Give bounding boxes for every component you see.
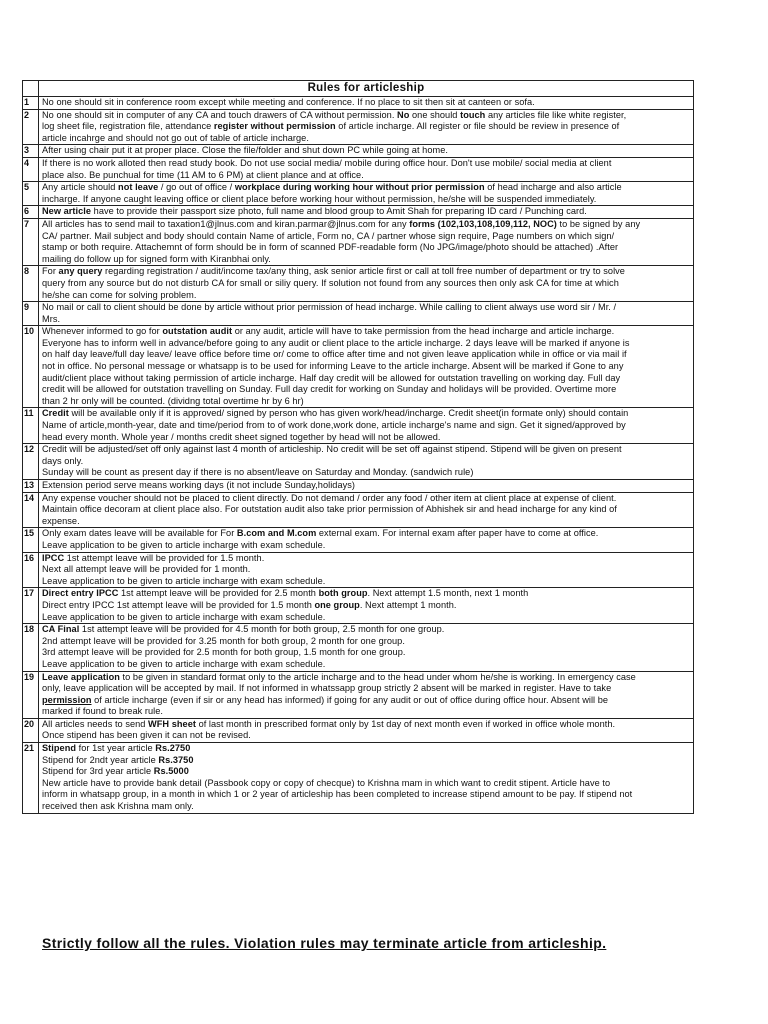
rule-row	[23, 326, 694, 408]
rule-text-segment: regarding registration / audit/income tax/any thing, ask senior article first or call at toll free number of department or try to solve	[102, 266, 625, 277]
rule-line	[42, 588, 690, 600]
rule-text-segment: mailing do follow up for signed form with Kiranbhai only.	[42, 253, 271, 264]
rule-text-segment: Leave application to be given to article incharge with exam schedule.	[42, 539, 326, 550]
rule-text-segment: Once stipend has been given it can not be revised.	[42, 730, 251, 741]
rule-line	[42, 408, 690, 420]
rule-number: 19	[23, 671, 39, 718]
rule-line	[42, 396, 690, 408]
rule-text-segment: on half day leave/full day leave/ leave office before time or/ come to office after time and not given leave application while in office or via mail if	[42, 349, 627, 360]
rule-text	[39, 718, 694, 742]
rule-line	[42, 97, 690, 109]
rule-bold-text: WFH sheet	[148, 718, 196, 729]
rule-row	[23, 492, 694, 528]
rule-row	[23, 206, 694, 219]
rule-text-segment: of head incharge and also article	[484, 182, 622, 193]
rule-text	[39, 266, 694, 302]
rule-bold-text: Rs.3750	[158, 754, 194, 765]
rule-row	[23, 743, 694, 814]
rule-line	[42, 612, 690, 624]
rule-text-segment: or any audit, article will have to take permission from the head incharge and article incharge.	[232, 326, 615, 337]
rule-text-segment: stamp or both require. Attachemnt of form should be in form of scanned PDF-readable form (No JPG/image/photo should be attached) .After	[42, 242, 619, 253]
rule-line	[42, 456, 690, 468]
rule-row	[23, 266, 694, 302]
rule-text-segment: log sheet file, registration file, attendance	[42, 121, 214, 132]
rule-number: 12	[23, 444, 39, 480]
rule-bold-text: Stipend	[42, 743, 77, 754]
rule-line	[42, 564, 690, 576]
rule-line	[42, 242, 690, 254]
rule-text-segment: place also. Be punchual for time (11 AM to 6 PM) at client plance and at office.	[42, 169, 364, 180]
rule-text-segment: any articles file like white register,	[485, 109, 627, 120]
rule-line	[42, 636, 690, 648]
rule-text-segment: No one should sit in computer of any CA and touch drawers of CA without permission.	[42, 109, 398, 120]
rule-text-segment: only, leave application will be accepted by mail. If not informed in whatssapp group strictly 2 absent will be marked in register. Have to take	[42, 683, 612, 694]
rule-text-segment: Name of article,month-year, date and time/period from to of work done,work done, article incharge's name and sign. Get it signed/approved by	[42, 420, 626, 431]
rule-text-segment: Sunday will be count as present day if there is no absent/leave on Saturday and Monday. (sandwich rule)	[42, 467, 474, 478]
rule-text	[39, 109, 694, 145]
rule-line	[42, 683, 690, 695]
rule-text	[39, 588, 694, 624]
rule-bold-text: B.com and M.com	[236, 528, 317, 539]
rule-bold-text: both group	[318, 588, 368, 599]
rule-text-segment: one should	[409, 109, 461, 120]
rule-text-segment: All articles has to send mail to taxation1@jlnus.com and kiran.parmar@jlnus.com for any	[42, 218, 410, 229]
rule-text	[39, 182, 694, 206]
rule-number: 15	[23, 528, 39, 552]
rule-number: 11	[23, 408, 39, 444]
rule-number: 21	[23, 743, 39, 814]
rule-line	[42, 302, 690, 314]
rule-text-segment: head every month. Whole year / months credit sheet signed together by head will not be allowed.	[42, 431, 441, 442]
rule-number: 13	[23, 480, 39, 493]
rule-line	[42, 170, 690, 182]
rule-row	[23, 145, 694, 158]
rule-text-segment: . Next attempt 1.5 month, next 1 month	[367, 588, 529, 599]
rule-number: 20	[23, 718, 39, 742]
rule-line	[42, 719, 690, 731]
rule-number: 1	[23, 97, 39, 110]
rule-row	[23, 624, 694, 671]
rule-bold-text: touch	[460, 109, 486, 120]
rule-text-segment: New article have to provide bank detail (Passbook copy or copy of checque) to Krishna mam in which want to credit stipent. Article have to	[42, 777, 611, 788]
rule-line	[42, 420, 690, 432]
rule-line	[42, 493, 690, 505]
rule-text-segment: than 2 hr only will be counted. (dividng total overtime hr by 6 hr)	[42, 395, 304, 406]
rule-bold-text: any query	[58, 266, 103, 277]
rule-number: 4	[23, 157, 39, 181]
rule-line	[42, 121, 690, 133]
rule-line	[42, 278, 690, 290]
rule-line	[42, 290, 690, 302]
rule-text-segment: Credit will be adjusted/set off only against last 4 month of articleship. No credit will be set off against stipend. Stipend will be given on present	[42, 444, 622, 455]
rule-line	[42, 133, 690, 145]
rule-line	[42, 219, 690, 231]
rule-row	[23, 408, 694, 444]
rule-text-segment: received then ask Krishna mam only.	[42, 801, 194, 812]
rule-text-segment: for 1st year article	[76, 743, 156, 754]
rule-row	[23, 444, 694, 480]
rule-number: 8	[23, 266, 39, 302]
rule-number: 7	[23, 218, 39, 265]
rule-bold-text: No	[397, 109, 410, 120]
footer-warning: Strictly follow all the rules. Violation rules may terminate article from articleship.	[42, 935, 607, 951]
rule-text	[39, 145, 694, 158]
rule-text-segment: credit will be allowed for outstation travelling on Sunday. Full day credit for working on Sunday and holidays will be provided. Overtime more	[42, 384, 617, 395]
rule-text-segment: Any expense voucher should not be placed to client directly. Do not demand / order any food / other item at client place at expense of client.	[42, 492, 617, 503]
rule-text	[39, 218, 694, 265]
rule-line	[42, 766, 690, 778]
rule-text-segment: After using chair put it at proper place. Close the file/folder and shut down PC while going at home.	[42, 145, 448, 156]
rule-text-segment: marked if found to break rule.	[42, 706, 163, 717]
rule-text-segment: have to provide their passport size photo, full name and blood group to Amit Shah for preparing ID card / Punching card.	[91, 206, 587, 217]
rule-number: 10	[23, 326, 39, 408]
rule-line	[42, 338, 690, 350]
rule-text-segment: If there is no work alloted then read study book. Do not use social media/ mobile during office hour. Don't use mobile/ social media at client	[42, 157, 612, 168]
rule-line	[42, 145, 690, 157]
rule-line	[42, 444, 690, 456]
rule-bold-text: Leave application	[42, 671, 120, 682]
rule-text-segment: audit/client place without taking permission of article incharge. Half day credit will be allowed for outstation travelling on working day. Full day	[42, 372, 621, 383]
rule-bold-text: IPCC	[42, 552, 65, 563]
rules-table	[22, 80, 694, 814]
rule-bold-text: Rs.5000	[153, 766, 189, 777]
rule-line	[42, 480, 690, 492]
rule-text	[39, 444, 694, 480]
rule-number: 9	[23, 302, 39, 326]
rule-number: 2	[23, 109, 39, 145]
rule-row	[23, 218, 694, 265]
rule-bold-text: New article	[42, 206, 92, 217]
rule-bold-text: one group	[314, 599, 360, 610]
rule-text-segment: Leave application to be given to article incharge with exam schedule.	[42, 575, 326, 586]
rule-text-segment: inform in whatsapp group, in a month in which 1 or 2 year of articleship has been completed to increase stipend amount to be pay. If stipend not	[42, 789, 633, 800]
rule-line	[42, 695, 690, 707]
rule-line	[42, 706, 690, 718]
rules-document	[22, 80, 694, 814]
rule-text-segment: he/she can come for solving problem.	[42, 289, 197, 300]
rule-text-segment: will be available only if it is approved/ signed by person who has given work/head/incharge. Credit sheet(in formate only) should contain	[68, 408, 629, 419]
rule-text-segment: of last month in prescribed format only by 1st day of next month even if worked in office whole month.	[195, 718, 616, 729]
rule-text	[39, 97, 694, 110]
rule-text-segment: Next all attempt leave will be provided for 1 month.	[42, 564, 251, 575]
rule-text-segment: Mrs.	[42, 313, 61, 324]
rule-number: 17	[23, 588, 39, 624]
rule-row	[23, 302, 694, 326]
rule-line	[42, 624, 690, 636]
rule-text-segment: not in office. No personal message or whatsapp is to be used for informing Leave to the article incharge. Absent will be marked if Gone to any	[42, 361, 624, 372]
rule-line	[42, 231, 690, 243]
rule-number: 5	[23, 182, 39, 206]
rule-line	[42, 110, 690, 122]
rule-line	[42, 349, 690, 361]
rule-row	[23, 588, 694, 624]
rule-text-segment: No one should sit in conference room except while meeting and conference. If no place to sit then sit at canteen or sofa.	[42, 97, 535, 107]
rule-line	[42, 516, 690, 528]
rule-text-segment: article incahrge and should not go out of table of article incharge.	[42, 132, 309, 143]
rule-row	[23, 182, 694, 206]
rule-line	[42, 600, 690, 612]
rule-row	[23, 552, 694, 588]
rule-row	[23, 109, 694, 145]
rule-line	[42, 384, 690, 396]
rule-line	[42, 743, 690, 755]
rule-number: 18	[23, 624, 39, 671]
rule-text-segment: All articles needs to send	[42, 718, 149, 729]
rule-text	[39, 157, 694, 181]
rule-line	[42, 361, 690, 373]
rule-row	[23, 528, 694, 552]
rule-bold-text: forms (102,103,108,109,112, NOC)	[409, 218, 557, 229]
rule-line	[42, 778, 690, 790]
rule-text-segment: Extension period serve means working days (it not include Sunday,holidays)	[42, 480, 356, 490]
rule-text-segment: Only exam dates leave will be available for For	[42, 528, 237, 539]
rule-line	[42, 158, 690, 170]
rule-bold-text: Credit	[42, 408, 69, 419]
rule-line	[42, 254, 690, 266]
rule-line	[42, 789, 690, 801]
rule-text-segment: / go out of office /	[158, 182, 235, 193]
rule-bold-text: outstation audit	[162, 326, 233, 337]
rule-line	[42, 755, 690, 767]
rule-line	[42, 504, 690, 516]
rule-text-segment: 1st attempt leave will be provided for 4.5 month for both group, 2.5 month for one group.	[79, 624, 445, 635]
table-title: Rules for articleship	[39, 81, 694, 97]
rule-bold-text: workplace during working hour without prior permission	[234, 182, 485, 193]
rule-text	[39, 302, 694, 326]
rule-text-segment: Leave application to be given to article incharge with exam schedule.	[42, 611, 326, 622]
rule-text-segment: 2nd attempt leave will be provided for 3.25 month for both group, 2 month for one group.	[42, 635, 405, 646]
rule-line	[42, 659, 690, 671]
rule-line	[42, 182, 690, 194]
rule-text-segment: 1st attempt leave will be provided for 2.5 month	[118, 588, 319, 599]
rule-text-segment: . Next attempt 1 month.	[359, 599, 457, 610]
rule-text	[39, 492, 694, 528]
rule-line	[42, 672, 690, 684]
rule-bold-text: permission	[42, 694, 92, 705]
rule-bold-text: register without permission	[213, 121, 336, 132]
rule-text	[39, 408, 694, 444]
rule-text-segment: 1st attempt leave will be provided for 1.5 month.	[64, 552, 265, 563]
rule-number: 16	[23, 552, 39, 588]
rule-line	[42, 266, 690, 278]
rule-text	[39, 480, 694, 493]
rule-bold-text: Rs.2750	[155, 743, 191, 754]
rule-text-segment: Whenever informed to go for	[42, 326, 163, 337]
table-title-row	[23, 81, 694, 97]
rule-text-segment: to be given in standard format only to the article incharge and to the head under whom he/she is working. In emergency case	[119, 671, 636, 682]
rule-line	[42, 730, 690, 742]
rule-row	[23, 157, 694, 181]
rule-number: 3	[23, 145, 39, 158]
rule-text-segment: No mail or call to client should be done by article without prior permission of head incharge. While calling to client always use word sir / Mr. /	[42, 302, 617, 313]
rule-line	[42, 647, 690, 659]
rule-line	[42, 326, 690, 338]
rule-line	[42, 373, 690, 385]
rule-row	[23, 671, 694, 718]
rule-text-segment: Leave application to be given to article incharge with exam schedule.	[42, 658, 326, 669]
rule-text-segment: Direct entry IPCC 1st attempt leave will be provided for 1.5 month	[42, 599, 315, 610]
rule-row	[23, 718, 694, 742]
rule-row	[23, 97, 694, 110]
rule-text-segment: external exam. For internal exam after paper have to come at office.	[316, 528, 599, 539]
rule-row	[23, 480, 694, 493]
rule-text-segment: of article incharge. All register or file should be review in presence of	[335, 121, 620, 132]
rule-text	[39, 326, 694, 408]
rule-text	[39, 671, 694, 718]
rule-line	[42, 576, 690, 588]
title-number-cell	[23, 81, 39, 97]
rule-line	[42, 194, 690, 206]
rule-text-segment: Maintain office decoram at client place also. For outstation audit also take prior permission of Abhishek sir and head incharge for any kind of	[42, 504, 617, 515]
rule-text-segment: Stipend for 2ndt year article	[42, 754, 159, 765]
rule-bold-text: CA Final	[42, 624, 80, 635]
rule-text-segment: CA/ partner. Mail subject and body should contain Name of article, Form no, CA / partner whose sign require, Page numbers on which sign/	[42, 230, 615, 241]
rule-line	[42, 314, 690, 326]
rule-text-segment: to be signed by any	[556, 218, 641, 229]
rule-line	[42, 553, 690, 565]
rule-line	[42, 467, 690, 479]
rule-line	[42, 206, 690, 218]
rule-line	[42, 540, 690, 552]
rule-text-segment: For	[42, 266, 59, 277]
rule-text	[39, 624, 694, 671]
rule-text-segment: days only.	[42, 455, 84, 466]
rule-text	[39, 552, 694, 588]
rule-text	[39, 206, 694, 219]
rule-text-segment: expense.	[42, 515, 80, 526]
rule-text-segment: Any article should	[42, 182, 119, 193]
rule-line	[42, 528, 690, 540]
underlined-text	[42, 695, 92, 705]
rule-text	[39, 528, 694, 552]
rule-text-segment: incharge. If anyone caught leaving office or client place before working hour without permission, he/she will be suspended immediately.	[42, 193, 597, 204]
rule-number: 14	[23, 492, 39, 528]
rule-text-segment: query from any source but do not disturb CA for small or siliy query. If solution not found from any sources then only ask CA for time at which	[42, 277, 619, 288]
rule-bold-text: not leave	[118, 182, 159, 193]
rule-text-segment: 3rd attempt leave will be provided for 2.5 month for both group, 1.5 month for one group.	[42, 647, 406, 658]
rule-number: 6	[23, 206, 39, 219]
rule-text-segment: Everyone has to inform well in advance/before going to any audit or client place to the article incharge. 2 days leave will be marked if anyone is	[42, 337, 630, 348]
rule-bold-text: Direct entry IPCC	[42, 588, 119, 599]
rule-line	[42, 432, 690, 444]
rule-text-segment: of article incharge (even if sir or any head has informed) if going for any audit or out of office during office hour. Absent will be	[91, 694, 609, 705]
rule-text-segment: Stipend for 3rd year article	[42, 766, 154, 777]
rule-text	[39, 743, 694, 814]
rule-line	[42, 801, 690, 813]
